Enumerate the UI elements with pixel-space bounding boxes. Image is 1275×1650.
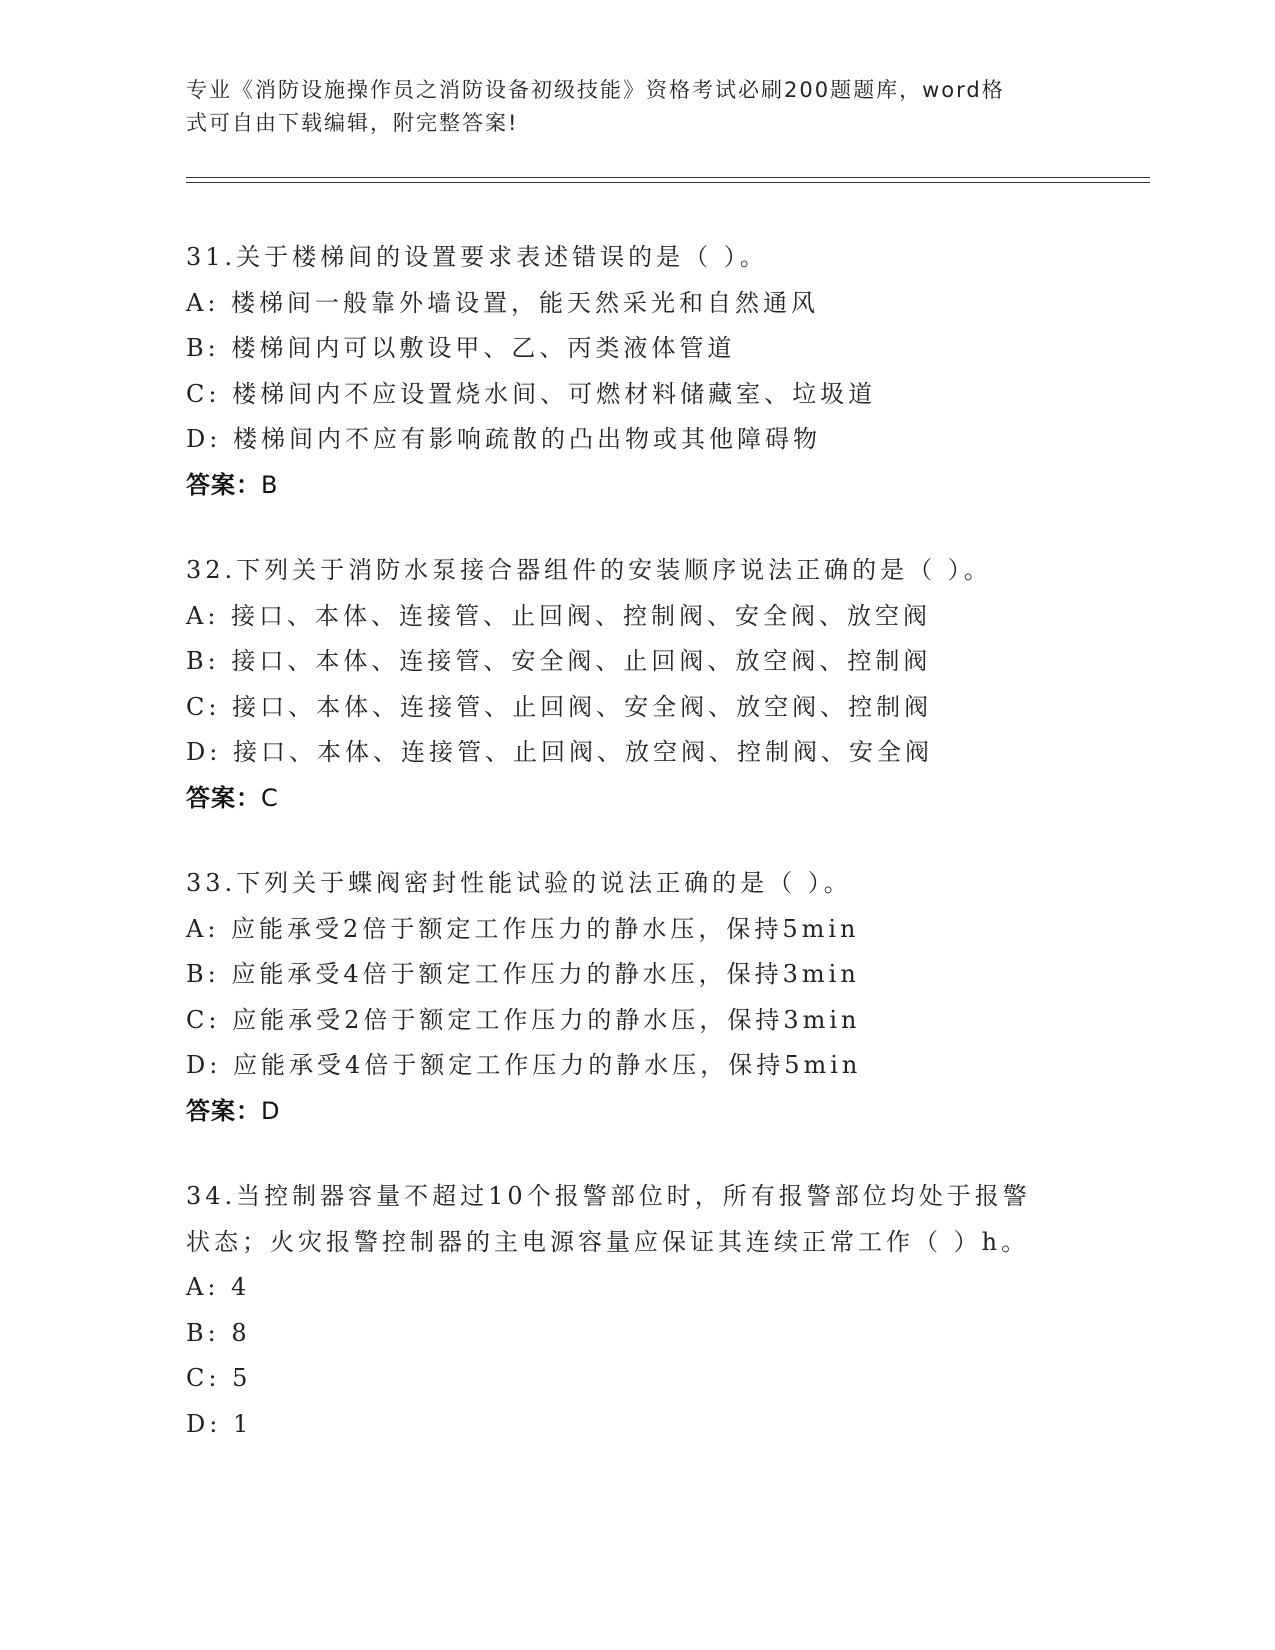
option-c: C: 5 bbox=[186, 1364, 252, 1392]
option-b: B: 应能承受4倍于额定工作压力的静水压，保持3min bbox=[186, 960, 860, 988]
answer-line bbox=[186, 776, 1086, 822]
option-b: B: 8 bbox=[186, 1318, 251, 1347]
question-stem-line-1: 34.当控制器容量不超过10个报警部位时，所有报警部位均处于报警 bbox=[186, 1182, 1031, 1210]
option-b: B: 接口、本体、连接管、安全阀、止回阀、放空阀、控制阀 bbox=[186, 647, 932, 675]
question-31 bbox=[186, 235, 1086, 508]
option-a: A: 应能承受2倍于额定工作压力的静水压，保持5min bbox=[186, 914, 860, 943]
question-stem-line-2: 状态；火灾报警控制器的主电源容量应保证其连续正常工作（ ）h。 bbox=[186, 1227, 1030, 1256]
answer-value: C bbox=[261, 783, 279, 812]
question-list bbox=[186, 235, 1086, 1487]
question-stem: 33.下列关于蝶阀密封性能试验的说法正确的是（ ）。 bbox=[186, 869, 852, 897]
header-divider-bottom bbox=[186, 182, 1150, 183]
document-header bbox=[186, 74, 1066, 140]
header-divider-top bbox=[186, 177, 1150, 178]
option-a: A: 楼梯间一般靠外墙设置，能天然采光和自然通风 bbox=[186, 288, 820, 317]
answer-label: 答案： bbox=[186, 1096, 261, 1125]
option-d: D: 1 bbox=[186, 1409, 253, 1438]
option-c: C: 接口、本体、连接管、止回阀、安全阀、放空阀、控制阀 bbox=[186, 692, 933, 721]
answer-value: B bbox=[261, 470, 279, 499]
question-32 bbox=[186, 548, 1086, 821]
answer-label: 答案： bbox=[186, 470, 261, 499]
question-34 bbox=[186, 1174, 1086, 1447]
question-stem: 31.关于楼梯间的设置要求表述错误的是（ ）。 bbox=[186, 243, 768, 271]
option-c: C: 楼梯间内不应设置烧水间、可燃材料储藏室、垃圾道 bbox=[186, 379, 877, 408]
option-c: C: 应能承受2倍于额定工作压力的静水压，保持3min bbox=[186, 1005, 861, 1034]
option-a: A: 4 bbox=[186, 1273, 251, 1301]
option-d: D: 应能承受4倍于额定工作压力的静水压，保持5min bbox=[186, 1051, 862, 1079]
question-33 bbox=[186, 861, 1086, 1134]
answer-line bbox=[186, 463, 1086, 509]
header-title-line-1: 专业《消防设施操作员之消防设备初级技能》资格考试必刷200题题库，word格 bbox=[186, 78, 1005, 102]
option-d: D: 楼梯间内不应有影响疏散的凸出物或其他障碍物 bbox=[186, 425, 821, 453]
answer-line bbox=[186, 1089, 1086, 1135]
answer-label: 答案： bbox=[186, 783, 261, 812]
question-stem: 32.下列关于消防水泵接合器组件的安装顺序说法正确的是（ ）。 bbox=[186, 556, 992, 584]
option-b: B: 楼梯间内可以敷设甲、乙、丙类液体管道 bbox=[186, 334, 736, 362]
header-title-line-2: 式可自由下载编辑，附完整答案! bbox=[186, 111, 519, 135]
option-d: D: 接口、本体、连接管、止回阀、放空阀、控制阀、安全阀 bbox=[186, 738, 933, 766]
answer-value: D bbox=[261, 1096, 281, 1125]
option-a: A: 接口、本体、连接管、止回阀、控制阀、安全阀、放空阀 bbox=[186, 601, 932, 630]
